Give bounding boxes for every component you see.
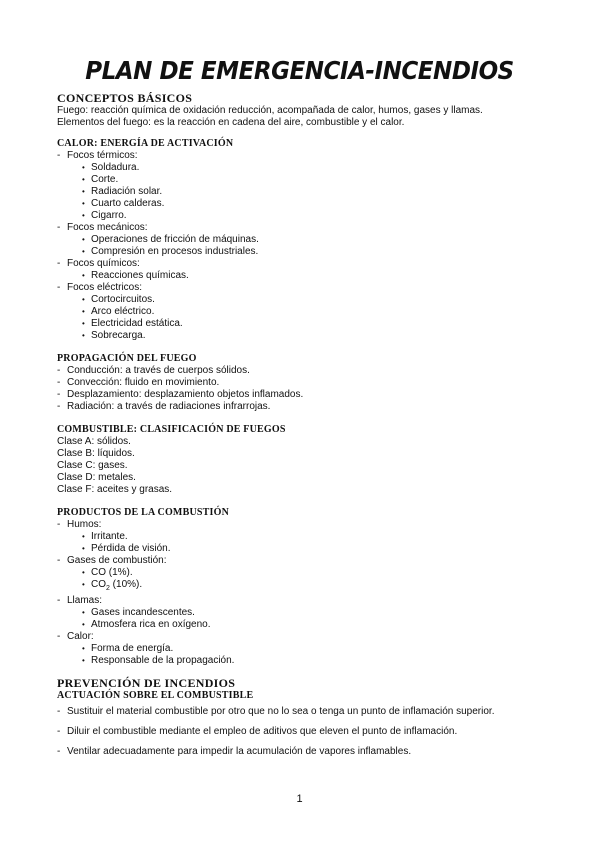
list-item: - Convección: fluido en movimiento. [57,377,545,389]
list-item: - Conducción: a través de cuerpos sólidos. [57,365,545,377]
list-item: • Compresión en procesos industriales. [85,246,545,258]
list-item: - Sustituir el material combustible por otro que no lo sea o tenga un punto de inflamación superior. [57,702,545,722]
calor-list [57,150,545,342]
list-item: • $CO_2$ (10%). [85,579,545,595]
list-item: - Diluir el combustible mediante el empleo de aditivos que eleven el punto de inflamación. [57,722,545,742]
productos-list [57,519,545,667]
list-item: Clase A: sólidos. [57,436,131,447]
list-item: - Desplazamiento: desplazamiento objetos inflamados. [57,389,545,401]
combustible-heading: COMBUSTIBLE: CLASIFICACIÓN DE FUEGOS [57,424,286,435]
list-item: - Focos químicos: • Reacciones químicas. [57,258,545,282]
list-item: • Irritante. [85,531,545,543]
list-item: • Corte. [85,174,545,186]
list-item: • CO (1%). [85,567,545,579]
prevencion-subheading: ACTUACIÓN SOBRE EL COMBUSTIBLE [57,690,254,701]
list-item: - Llamas: • Gases incandescentes. • Atmosfera rica en oxígeno. [57,595,545,631]
prevencion-heading: PREVENCIÓN DE INCENDIOS [57,676,236,690]
document-body [57,92,545,762]
list-item: - Humos: • Irritante. • Pérdida de visión. [57,519,545,555]
list-item: - Ventilar adecuadamente para impedir la acumulación de vapores inflamables. [57,742,545,762]
list-item: Clase D: metales. [57,472,136,483]
page-number: 1 [296,793,303,805]
concepto-elementos: Elementos del fuego: es la reacción en cadena del aire, combustible y el calor. [57,117,405,128]
list-item: - Focos térmicos: • Soldadura. • Corte. • Radiación solar. • Cuarto calderas. • Cigarro. [57,150,545,222]
list-item: • Electricidad estática. [85,318,545,330]
list-item: • Pérdida de visión. [85,543,545,555]
list-item: Clase F: aceites y grasas. [57,484,173,495]
propagacion-list [57,365,545,413]
page-title: PLAN DE EMERGENCIA-INCENDIOS [85,56,514,85]
list-item: • Operaciones de fricción de máquinas. [85,234,545,246]
list-item: • Cortocircuitos. [85,294,545,306]
list-item: • Atmosfera rica en oxígeno. [85,619,545,631]
list-item: Clase B: líquidos. [57,448,135,459]
list-item: • Sobrecarga. [85,330,545,342]
list-item: - Calor: • Forma de energía. • Responsable de la propagación. [57,631,545,667]
list-item: • Reacciones químicas. [85,270,545,282]
productos-heading: PRODUCTOS DE LA COMBUSTIÓN [57,507,229,518]
list-item: • Arco eléctrico. [85,306,545,318]
calor-heading: CALOR: ENERGÍA DE ACTIVACIÓN [57,138,234,149]
conceptos-heading: CONCEPTOS BÁSICOS [57,91,193,105]
list-item: - Focos mecánicos: • Operaciones de fricción de máquinas. • Compresión en procesos industriales. [57,222,545,258]
list-item: • Forma de energía. [85,643,545,655]
propagacion-heading: PROPAGACIÓN DEL FUEGO [57,353,197,364]
list-item: • Radiación solar. [85,186,545,198]
list-item: • Gases incandescentes. [85,607,545,619]
concepto-fuego: Fuego: reacción química de oxidación reducción, acompañada de calor, humos, gases y llamas. [57,105,483,116]
list-item: - Radiación: a través de radiaciones infrarrojas. [57,401,545,413]
prevencion-list [57,702,545,762]
list-item: • Soldadura. [85,162,545,174]
list-item: • Cigarro. [85,210,545,222]
list-item: • Responsable de la propagación. [85,655,545,667]
list-item: • Cuarto calderas. [85,198,545,210]
list-item: Clase C: gases. [57,460,128,471]
list-item: - Focos eléctricos: • Cortocircuitos. • Arco eléctrico. • Electricidad estática. • Sobrecarga. [57,282,545,342]
list-item: - Gases de combustión: • CO (1%). • $CO_2$ (10%). [57,555,545,595]
